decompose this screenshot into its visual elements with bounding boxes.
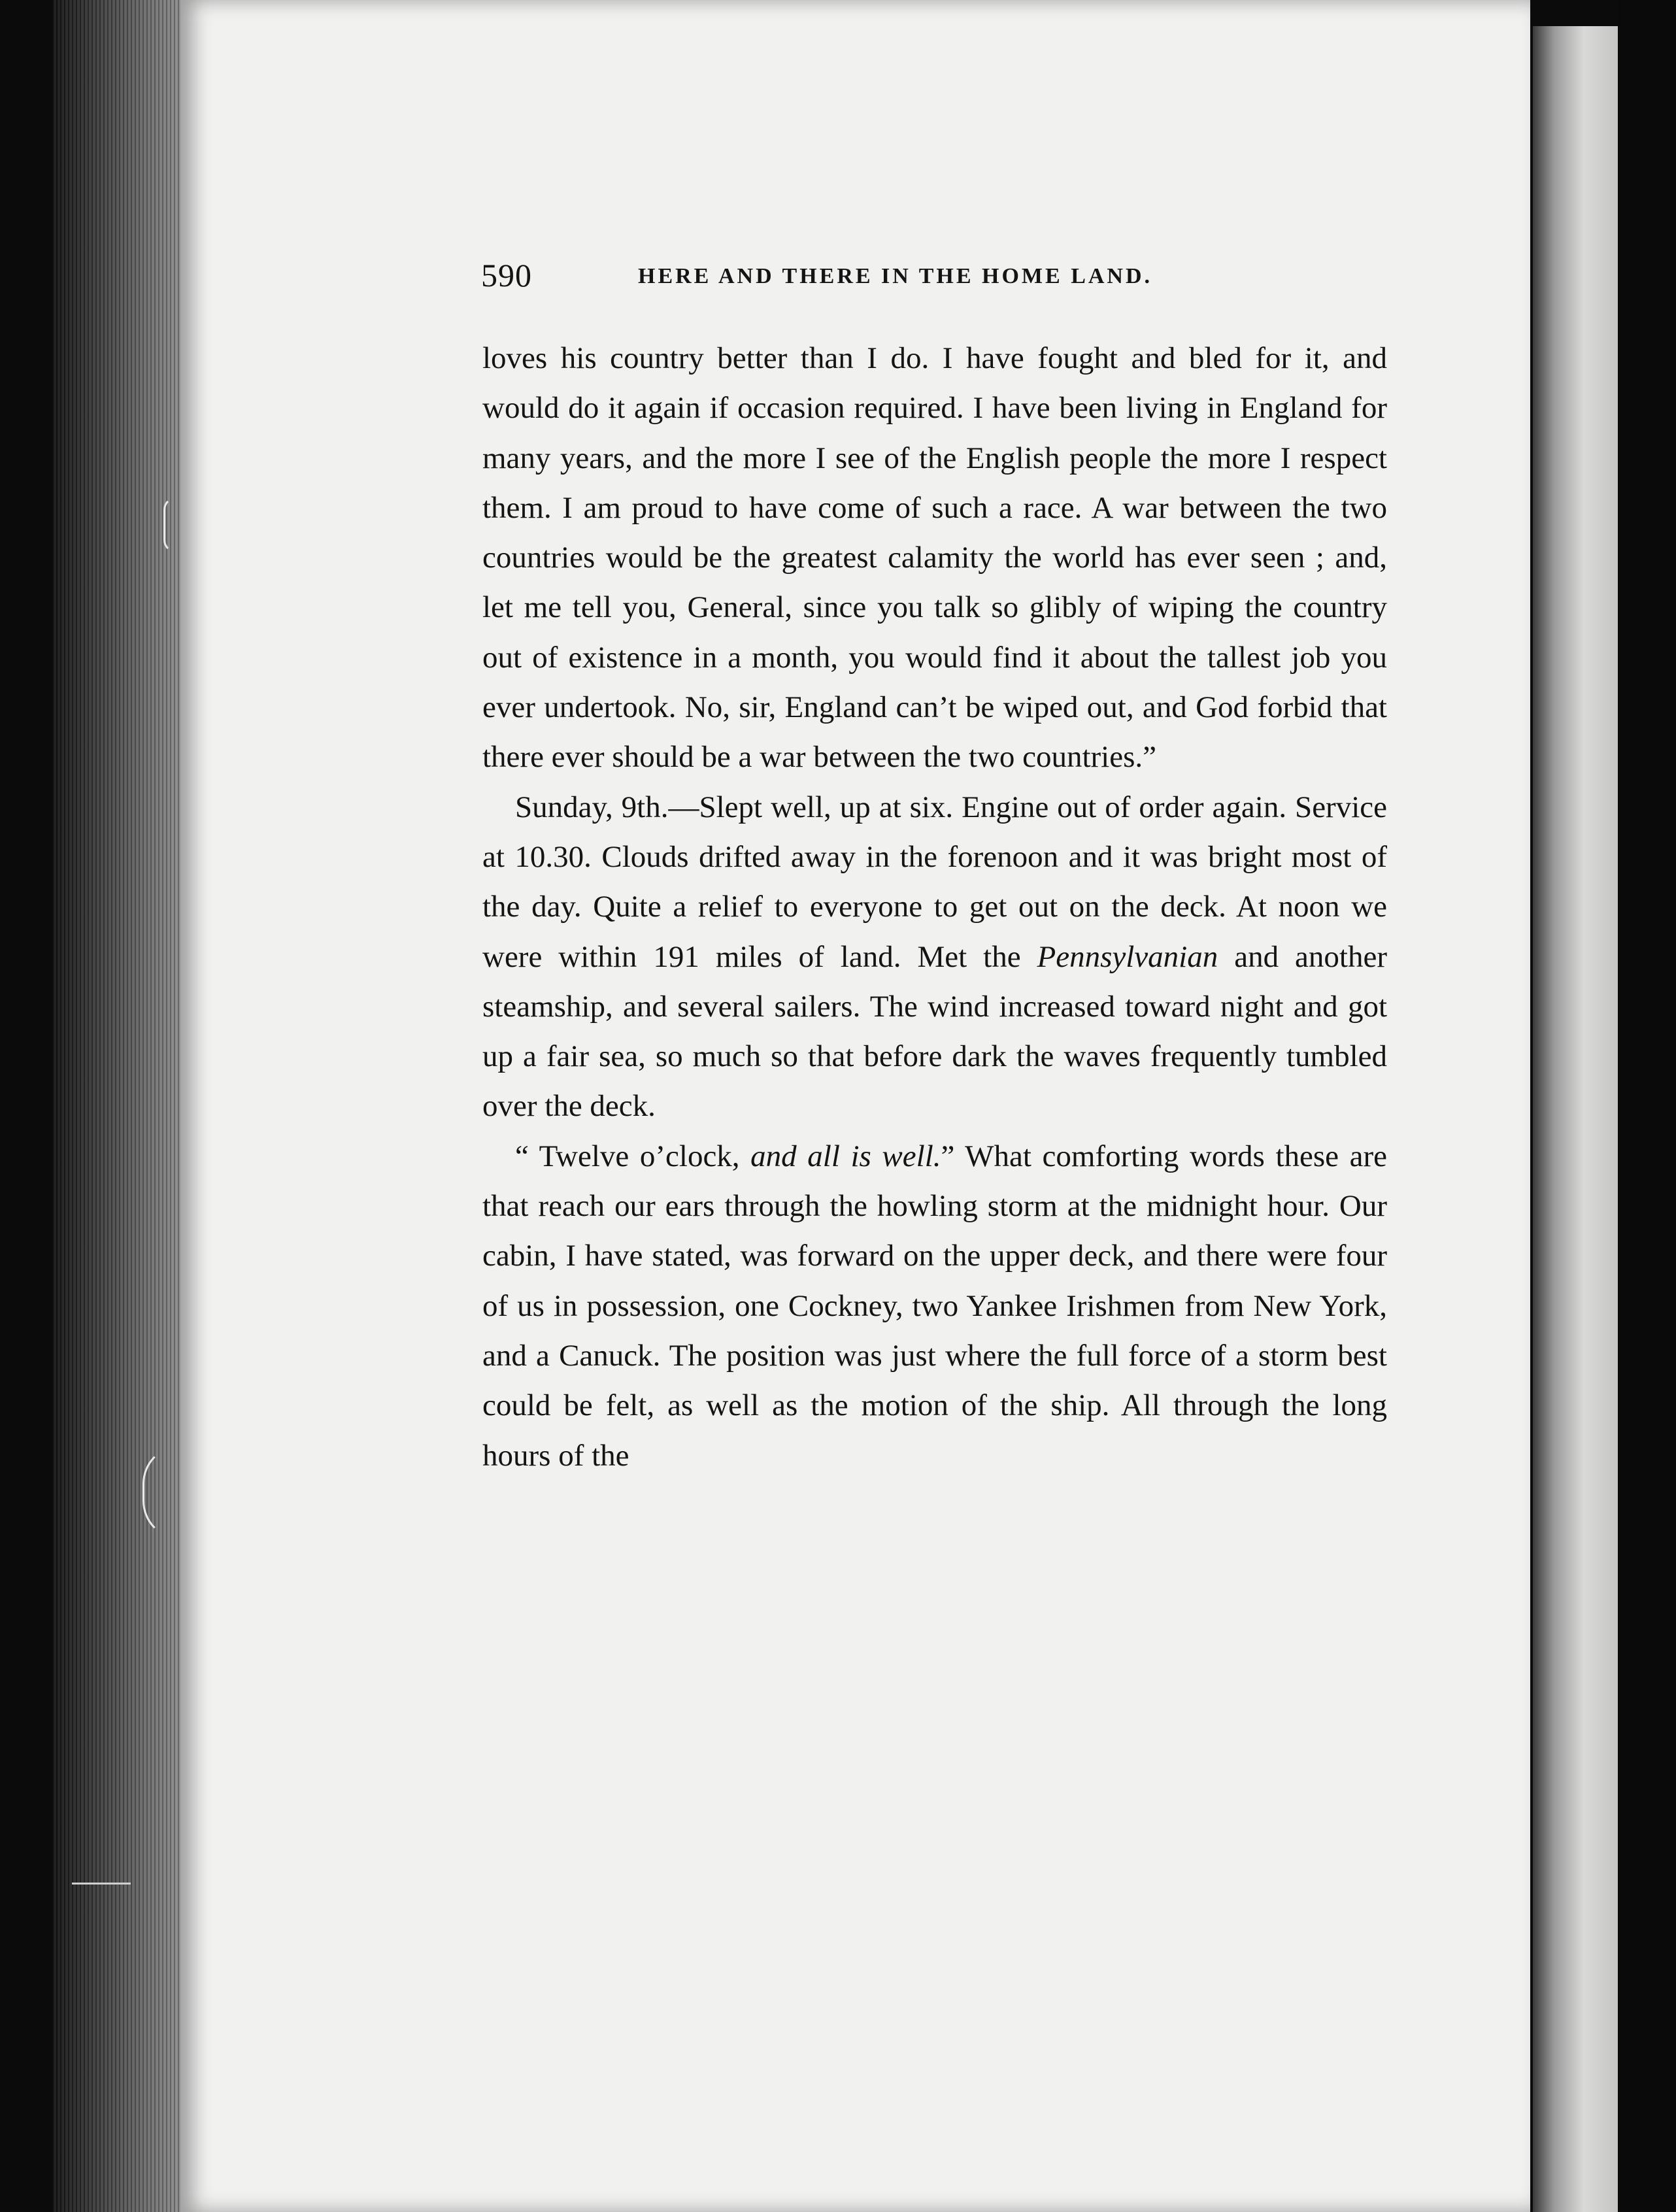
paragraph-text: and another steamship, and several sailers. The wind increased toward night and got up a fair sea, so much so that before dark the waves frequently tumbled over the deck.: [482, 939, 1387, 1124]
paragraph-midnight: [482, 1131, 1387, 1481]
left-page-edge: [52, 0, 183, 2212]
paragraph-continued: loves his country better than I do. I have fought and bled for it, and would do it again if occasion required. I have been living in England for many years, and the more I see of the English people the more I respect them. I am proud to have come of such a race. A war between the two countries would be the greatest calamity the world has ever seen ; and, let me tell you, General, since you talk so glibly of wiping the country out of existence in a month, you would find it about the tallest job you ever undertook. No, sir, England can’t be wiped out, and God forbid that there ever should be a war between the two countries.”: [482, 341, 1387, 775]
paragraph-text: Sunday, 9th.—Slept well, up at six. Engine out of order again. Service at 10.30. Clouds drifted away in the forenoon and it was bright most of the day. Quite a relief to everyone to get out on the deck. At noon we were within 191 miles of land. Met the: [482, 790, 1387, 974]
italic-phrase: and all is well.: [750, 1139, 941, 1173]
paragraph-text: ” What comforting words these are that reach our ears through the howling storm at the midnight hour. Our cabin, I have stated, was forward on the upper deck, and there were four of us in possession, one Cockney, two Yankee Irishmen from New York, and a Canuck. The position was just where the full force of a storm best could be felt, as well as the motion of the ship. All through the long hours of the: [482, 1139, 1387, 1473]
paragraph-text: “ Twelve o’clock,: [515, 1139, 751, 1173]
paragraph-sunday-entry: [482, 782, 1387, 1131]
running-head: [481, 256, 1396, 302]
running-title: HERE AND THERE IN THE HOME LAND.: [638, 264, 1153, 288]
scan-artifact-dash: [72, 1883, 131, 1885]
next-leaf-edge: [1533, 26, 1618, 2212]
scan-background-right: [1618, 0, 1676, 2212]
page-number: 590: [481, 257, 532, 293]
body-text: [482, 333, 1387, 1481]
scan-artifact-mark: [163, 497, 178, 553]
ship-name: Pennsylvanian: [1037, 939, 1218, 974]
